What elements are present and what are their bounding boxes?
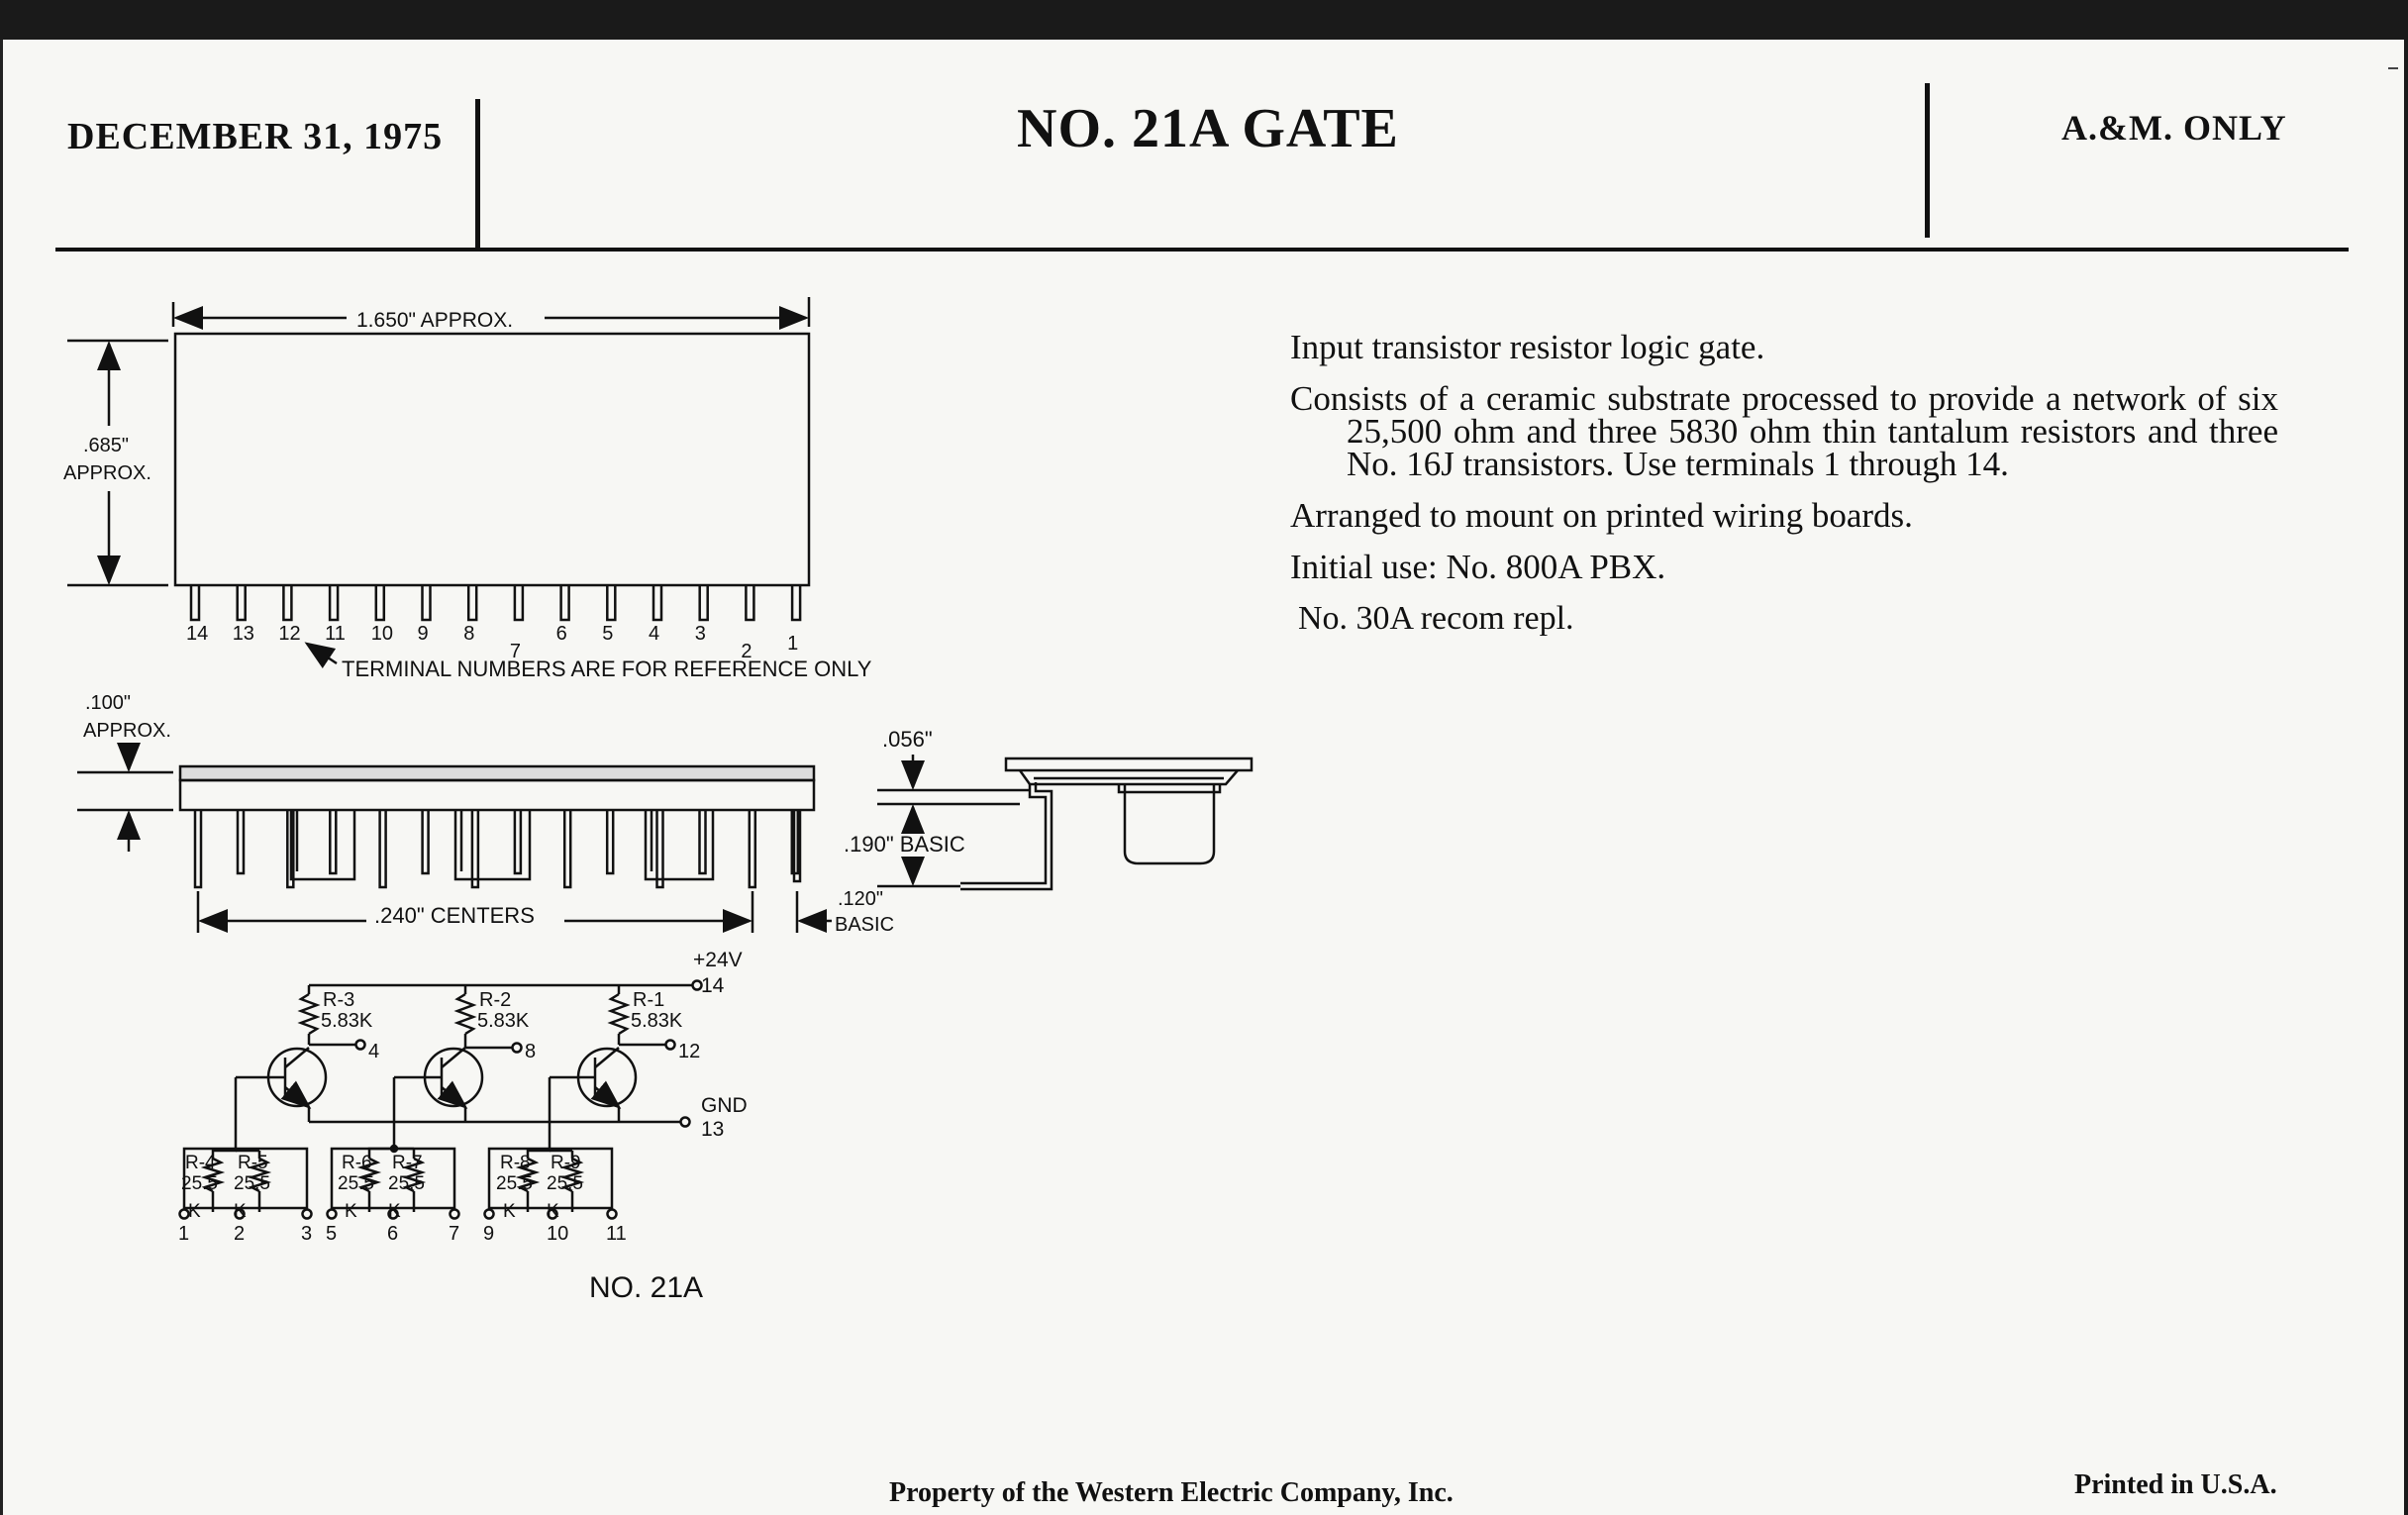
- side-pin: [564, 810, 570, 887]
- terminal-number: 12: [278, 623, 301, 645]
- resistor-name: R-3: [323, 989, 355, 1011]
- transistor-q2: [394, 1048, 482, 1122]
- input-terminal-number: 7: [449, 1223, 460, 1245]
- terminal-pin: [561, 585, 569, 620]
- input-terminal-number: 10: [547, 1223, 569, 1245]
- module-outline: [175, 334, 809, 585]
- page-title: NO. 21A GATE: [1017, 98, 1399, 159]
- input-terminal: [485, 1210, 494, 1219]
- supply-label: +24V: [693, 949, 743, 971]
- resistor-value: 5.83K: [321, 1010, 373, 1032]
- input-terminal: [608, 1210, 617, 1219]
- side-pin: [515, 810, 521, 873]
- resistor-name: R-1: [633, 989, 665, 1011]
- terminal-pin: [653, 585, 661, 620]
- side-pin: [330, 810, 336, 873]
- resistor-terminal: 12: [678, 1041, 701, 1062]
- height-dim-value: .685": [83, 435, 130, 456]
- terminal-number: 2: [741, 641, 752, 662]
- terminal-number: 3: [694, 623, 706, 645]
- input-terminal-number: 11: [606, 1223, 627, 1245]
- input-resistor-unit: K: [234, 1201, 247, 1222]
- supply-terminal: 14: [701, 974, 725, 997]
- resistor-value: 5.83K: [631, 1010, 683, 1032]
- terminal-pin: [515, 585, 523, 620]
- input-terminal-number: 9: [483, 1223, 495, 1245]
- input-resistor-unit: K: [188, 1201, 201, 1222]
- side-pin: [472, 810, 478, 887]
- terminal-note: TERMINAL NUMBERS ARE FOR REFERENCE ONLY: [342, 656, 872, 681]
- input-resistor-value: 25.5: [234, 1173, 270, 1194]
- transistor-body: [291, 810, 354, 879]
- input-resistor-name: R-5: [238, 1153, 268, 1173]
- terminal-pin: [792, 585, 800, 620]
- side-pin: [657, 810, 663, 887]
- input-resistor-unit: K: [388, 1201, 401, 1222]
- resistor-value: 5.83K: [477, 1010, 530, 1032]
- transistor-body: [646, 810, 713, 879]
- input-resistor-value: 25.5: [547, 1173, 583, 1194]
- terminal-number: 11: [325, 623, 346, 645]
- terminal-pin: [191, 585, 199, 620]
- terminal-number: 5: [602, 623, 614, 645]
- terminal-number: 1: [787, 633, 799, 655]
- input-terminal-number: 6: [387, 1223, 399, 1245]
- end-component: [1125, 784, 1214, 863]
- schematic-caption: NO. 21A: [589, 1271, 704, 1304]
- input-resistor-value: 25.5: [338, 1173, 374, 1194]
- gnd-terminal: 13: [701, 1118, 725, 1141]
- description-line: Consists of a ceramic substrate processed to provide a network of six 25,500 ohm and three 5830 ohm thin tantalum resistors and three No. 16J transistors. Use terminals 1 through 14.: [1290, 379, 2278, 483]
- input-resistor-value: 25.5: [496, 1173, 533, 1194]
- terminal-number: 4: [649, 623, 660, 645]
- input-terminal: [328, 1210, 337, 1219]
- terminal-pin: [376, 585, 384, 620]
- input-terminal-labels: [178, 1223, 627, 1245]
- terminal-number: 14: [186, 623, 209, 645]
- resistor-terminal: 8: [525, 1041, 537, 1062]
- terminal-pin: [423, 585, 431, 620]
- top-resistor-labels: [321, 989, 700, 1062]
- substrate-edge: [180, 766, 814, 780]
- terminal-pin: [700, 585, 708, 620]
- input-resistor-name: R-6: [342, 1153, 372, 1173]
- issue-date: DECEMBER 31, 1975: [67, 116, 444, 157]
- terminal-pins: [191, 585, 800, 620]
- end-lead: [960, 784, 1046, 883]
- gnd-label: GND: [701, 1094, 748, 1117]
- terminal-pin: [238, 585, 246, 620]
- side-pin: [750, 810, 755, 887]
- side-pin: [238, 810, 244, 873]
- input-terminal-number: 1: [178, 1223, 190, 1245]
- input-resistor-name: R-7: [392, 1153, 423, 1173]
- width-dim-label: 1.650" APPROX.: [356, 309, 514, 332]
- terminal-number: 6: [555, 623, 567, 645]
- footer-printed: Printed in U.S.A.: [2074, 1469, 2277, 1500]
- input-resistor-unit: K: [345, 1201, 357, 1222]
- terminal-number: 8: [463, 623, 475, 645]
- substrate-body: [180, 780, 814, 810]
- side-pin: [700, 810, 706, 873]
- thickness-value: .100": [85, 692, 132, 714]
- input-terminal-number: 3: [301, 1223, 313, 1245]
- offset-label: BASIC: [835, 914, 895, 936]
- terminal-pin: [283, 585, 291, 620]
- input-resistor-name: R-9: [551, 1153, 581, 1173]
- basic-dim-label: .190" BASIC: [844, 832, 965, 857]
- side-pin: [607, 810, 613, 873]
- input-resistor-name: R-4: [185, 1153, 216, 1173]
- side-pin: [380, 810, 386, 887]
- end-view: [877, 755, 1252, 889]
- transistor-q3: [550, 1048, 636, 1122]
- transistor-q1: [236, 1048, 326, 1122]
- transistor-body: [455, 810, 530, 879]
- thickness-label: APPROX.: [83, 720, 171, 742]
- top-view: [67, 297, 809, 663]
- centers-dim-label: .240" CENTERS: [374, 903, 535, 928]
- input-resistor-labels: [181, 1153, 583, 1222]
- terminal-pin: [746, 585, 753, 620]
- offset-value: .120": [838, 888, 884, 910]
- description-line: Input transistor resistor logic gate.: [1290, 328, 1765, 366]
- input-resistor-unit: K: [503, 1201, 516, 1222]
- terminal-number: 9: [417, 623, 429, 645]
- end-substrate: [1006, 758, 1252, 770]
- footer-property: Property of the Western Electric Company, Inc.: [889, 1477, 1454, 1508]
- side-pins: [195, 810, 800, 887]
- description-line: Arranged to mount on printed wiring boards.: [1290, 496, 1913, 535]
- resistor-name: R-2: [479, 989, 512, 1011]
- terminal-pin: [607, 585, 615, 620]
- terminal-number: 7: [509, 641, 522, 662]
- description-line: Initial use: No. 800A PBX.: [1290, 548, 1666, 586]
- side-pin: [423, 810, 429, 873]
- height-dim-label: APPROX.: [63, 462, 151, 484]
- terminal-pin: [468, 585, 476, 620]
- note-leader: [307, 644, 337, 663]
- side-pin: [195, 810, 201, 887]
- input-terminal-number: 5: [326, 1223, 338, 1245]
- input-terminal: [451, 1210, 459, 1219]
- input-resistor-value: 25.5: [181, 1173, 218, 1194]
- terminal-pin: [330, 585, 338, 620]
- restriction-label: A.&M. ONLY: [2061, 108, 2287, 148]
- input-resistor-unit: K: [547, 1201, 559, 1222]
- input-resistor-name: R-8: [500, 1153, 531, 1173]
- lead-dim-label: .056": [882, 727, 933, 752]
- input-resistor-value: 25.5: [388, 1173, 425, 1194]
- replacement-note: No. 30A recom repl.: [1298, 600, 1574, 637]
- terminal-number: 10: [370, 623, 394, 645]
- terminal-number: 13: [232, 623, 254, 645]
- input-terminal-number: 2: [234, 1223, 246, 1245]
- input-terminal: [303, 1210, 312, 1219]
- resistor-terminal: 4: [368, 1041, 380, 1062]
